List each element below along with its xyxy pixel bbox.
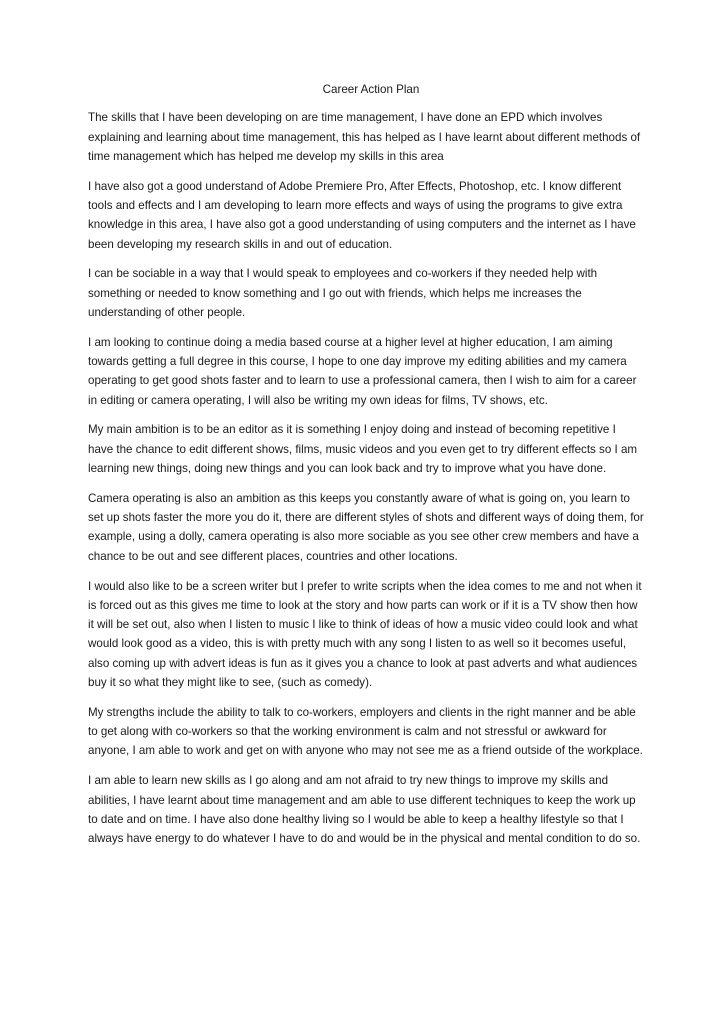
paragraph-learning: I am able to learn new skills as I go along and am not afraid to try new things to improve my skills and abilities, I have learnt about time management and am able to use different techniques to keep the work up to date and on time. I have also done healthy living so I would be able to keep a healthy lifestyle so that I always have energy to do whatever I have to do and would be in the physical and mental condition to do so. [88, 774, 641, 846]
paragraph-skills: The skills that I have been developing on are time management, I have done an EPD which involves explaining and learning about time management, this has helped as I have learnt about different methods of time management which has helped me develop my skills in this area [88, 111, 641, 163]
paragraph-editor: My main ambition is to be an editor as it is something I enjoy doing and instead of becoming repetitive I have the chance to edit different shows, films, music videos and you even get to try different effects so I am learning new things, doing new things and you can look back and try to improve what you have done. [88, 423, 638, 476]
paragraph-camera: Camera operating is also an ambition as this keeps you constantly aware of what is going on, you learn to set up shots faster the more you do it, there are different styles of shots and different ways of doing them, for example, using a dolly, camera operating is also more sociable as you see other crew members and have a chance to be out and see different places, countries and other locations. [88, 491, 644, 563]
paragraph-software: I have also got a good understand of Adobe Premiere Pro, After Effects, Photoshop, etc. I know different tools and effects and I am developing to learn more effects and ways of using the programs to give extra knowledge in this area, I have also got a good understanding of using computers and the internet as I have been developing my research skills in and out of education. [88, 179, 636, 251]
paragraph-strengths: My strengths include the ability to talk to co-workers, employers and clients in the right manner and be able to get along with co-workers so that the working environment is calm and not stressful or awkward for anyone, I am able to work and get on with anyone who may not see me as a friend outside of the workplace. [88, 705, 643, 758]
document-title: Career Action Plan [322, 83, 420, 96]
paragraph-screenwriter: I would also like to be a screen writer but I prefer to write scripts when the idea comes to me and not when it is forced out as this gives me time to look at the story and how parts can work or if it is a TV show then how it will be set out, also when I listen to music I like to think of ideas of how a music video could look and what would look good as a video, this is with pretty much with any song I listen to as well so it becomes useful, also coming up with advert ideas is fun as it gives you a chance to look at past adverts and what audiences buy it so what they might like to see, (such as comedy). [88, 579, 642, 690]
paragraph-education: I am looking to continue doing a media based course at a higher level at higher education, I am aiming towards getting a full degree in this course, I hope to one day improve my editing abilities and my camera operating to get good shots faster and to learn to use a professional camera, then I wish to aim for a career in editing or camera operating, I will also be writing my own ideas for films, TV shows, etc. [88, 335, 637, 407]
document-body [88, 80, 644, 859]
paragraph-sociable: I can be sociable in a way that I would speak to employees and co-workers if they needed help with something or needed to know something and I go out with friends, which helps me increases the understanding of other people. [88, 267, 598, 319]
